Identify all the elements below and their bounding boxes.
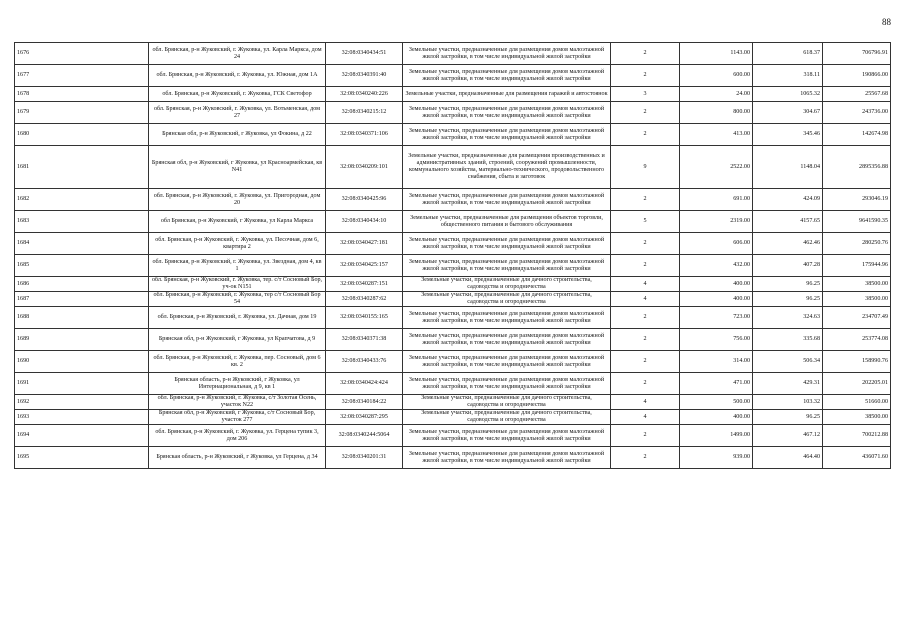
table-row	[15, 425, 891, 447]
area-cell: 2522.00	[680, 146, 753, 189]
row-number-cell: 1686	[15, 277, 149, 292]
table-row	[15, 447, 891, 469]
row-number-cell: 1694	[15, 425, 149, 447]
use-group-cell: 2	[611, 307, 680, 329]
address-cell: Брянская обл, р-н Жуковский, г Жуковка, ул Фокина, д 22	[149, 124, 326, 146]
use-group-cell: 4	[611, 277, 680, 292]
permitted-use-cell: Земельные участки, предназначенные для размещения домов малоэтажной жилой застройки, в том числе индивидуальной жилой застройки	[403, 447, 611, 469]
cadastral-number-cell: 32:08:0340244:5064	[326, 425, 403, 447]
address-cell: обл. Брянская, р-н Жуковский, г. Жуковка, тер. с/т Сосновый Бор, уч-ок N151	[149, 277, 326, 292]
address-cell: Брянская обл, р-н Жуковский, г Жуковка, с/т Сосновый Бор, участок 277	[149, 410, 326, 425]
permitted-use-cell: Земельные участки, предназначенные для размещения объектов торговли, общественного питания и бытового обслуживания	[403, 211, 611, 233]
address-cell: обл. Брянская, р-н Жуковский, г. Жуковка, ул. Герцена тупик 3, дом 206	[149, 425, 326, 447]
table-body	[15, 43, 891, 469]
table-row	[15, 65, 891, 87]
cadastral-value-cell: 38500.00	[823, 410, 891, 425]
address-cell: Брянская область, р-н Жуковский, г Жуковка, ул Герцена, д 34	[149, 447, 326, 469]
use-group-cell: 4	[611, 292, 680, 307]
use-group-cell: 9	[611, 146, 680, 189]
permitted-use-cell: Земельные участки, предназначенные для дачного строительства, садоводства и огородничества	[403, 277, 611, 292]
permitted-use-cell: Земельные участки, предназначенные для размещения гаражей и автостоянок	[403, 87, 611, 102]
address-cell: Брянская обл, р-н Жуковский, г Жуковка, ул Крапчатова, д 9	[149, 329, 326, 351]
row-number-cell: 1693	[15, 410, 149, 425]
cadastral-value-cell: 38500.00	[823, 292, 891, 307]
specific-value-cell: 96.25	[753, 292, 823, 307]
cadastral-value-cell: 25567.68	[823, 87, 891, 102]
table-row	[15, 102, 891, 124]
cadastral-number-cell: 32:08:0340425:157	[326, 255, 403, 277]
cadastral-number-cell: 32:08:0340434:10	[326, 211, 403, 233]
use-group-cell: 2	[611, 189, 680, 211]
cadastral-number-cell: 32:08:0340215:12	[326, 102, 403, 124]
table-row	[15, 307, 891, 329]
cadastral-number-cell: 32:08:0340371:106	[326, 124, 403, 146]
page-number: 88	[882, 17, 891, 27]
use-group-cell: 2	[611, 124, 680, 146]
cadastral-number-cell: 32:08:0340287:62	[326, 292, 403, 307]
table-row	[15, 373, 891, 395]
area-cell: 606.00	[680, 233, 753, 255]
table-row	[15, 351, 891, 373]
table-row	[15, 233, 891, 255]
permitted-use-cell: Земельные участки, предназначенные для размещения домов малоэтажной жилой застройки, в том числе индивидуальной жилой застройки	[403, 307, 611, 329]
table-row	[15, 146, 891, 189]
permitted-use-cell: Земельные участки, предназначенные для размещения домов малоэтажной жилой застройки, в том числе индивидуальной жилой застройки	[403, 373, 611, 395]
area-cell: 939.00	[680, 447, 753, 469]
permitted-use-cell: Земельные участки, предназначенные для размещения производственных и административных зданий, строений, сооружений промышленности, коммунального хозяйства, материально-технического, продовольственного снабжения, сбыта и заготовок	[403, 146, 611, 189]
area-cell: 800.00	[680, 102, 753, 124]
use-group-cell: 2	[611, 233, 680, 255]
permitted-use-cell: Земельные участки, предназначенные для размещения домов малоэтажной жилой застройки, в том числе индивидуальной жилой застройки	[403, 255, 611, 277]
use-group-cell: 4	[611, 395, 680, 410]
area-cell: 400.00	[680, 292, 753, 307]
address-cell: обл. Брянская, р-н Жуковский, г. Жуковка, пер. Сосновый, дом 6 кв. 2	[149, 351, 326, 373]
table-row	[15, 87, 891, 102]
address-cell: Брянская обл, р-н Жуковский, г Жуковка, ул Красноармейская, кв N41	[149, 146, 326, 189]
permitted-use-cell: Земельные участки, предназначенные для размещения домов малоэтажной жилой застройки, в том числе индивидуальной жилой застройки	[403, 351, 611, 373]
row-number-cell: 1681	[15, 146, 149, 189]
permitted-use-cell: Земельные участки, предназначенные для размещения домов малоэтажной жилой застройки, в том числе индивидуальной жилой застройки	[403, 233, 611, 255]
area-cell: 400.00	[680, 410, 753, 425]
table-row	[15, 292, 891, 307]
area-cell: 756.00	[680, 329, 753, 351]
row-number-cell: 1689	[15, 329, 149, 351]
specific-value-cell: 96.25	[753, 410, 823, 425]
row-number-cell: 1687	[15, 292, 149, 307]
row-number-cell: 1677	[15, 65, 149, 87]
area-cell: 413.00	[680, 124, 753, 146]
area-cell: 500.00	[680, 395, 753, 410]
table-row	[15, 329, 891, 351]
area-cell: 314.00	[680, 351, 753, 373]
cadastral-value-cell: 9641590.35	[823, 211, 891, 233]
cadastral-value-cell: 243736.00	[823, 102, 891, 124]
cadastral-number-cell: 32:08:0340209:101	[326, 146, 403, 189]
use-group-cell: 2	[611, 447, 680, 469]
table-row	[15, 43, 891, 65]
permitted-use-cell: Земельные участки, предназначенные для размещения домов малоэтажной жилой застройки, в том числе индивидуальной жилой застройки	[403, 65, 611, 87]
area-cell: 2319.00	[680, 211, 753, 233]
cadastral-value-cell: 190866.00	[823, 65, 891, 87]
specific-value-cell: 4157.65	[753, 211, 823, 233]
cadastral-value-cell: 2895356.88	[823, 146, 891, 189]
area-cell: 471.00	[680, 373, 753, 395]
cadastral-value-cell: 253774.08	[823, 329, 891, 351]
permitted-use-cell: Земельные участки, предназначенные для дачного строительства, садоводства и огородничества	[403, 292, 611, 307]
row-number-cell: 1683	[15, 211, 149, 233]
specific-value-cell: 464.40	[753, 447, 823, 469]
specific-value-cell: 96.25	[753, 277, 823, 292]
address-cell: обл. Брянская, р-н Жуковский, г. Жуковка, ул. Дачная, дом 19	[149, 307, 326, 329]
cadastral-number-cell: 32:08:0340287:295	[326, 410, 403, 425]
use-group-cell: 2	[611, 425, 680, 447]
address-cell: обл. Брянская, р-н Жуковский, г. Жуковка, ул. Южная, дом 1А	[149, 65, 326, 87]
cadastral-value-cell: 700212.88	[823, 425, 891, 447]
cadastral-value-cell: 706796.91	[823, 43, 891, 65]
cadastral-value-cell: 234707.49	[823, 307, 891, 329]
row-number-cell: 1679	[15, 102, 149, 124]
specific-value-cell: 429.31	[753, 373, 823, 395]
area-cell: 600.00	[680, 65, 753, 87]
specific-value-cell: 506.34	[753, 351, 823, 373]
row-number-cell: 1682	[15, 189, 149, 211]
cadastral-number-cell: 32:08:0340427:181	[326, 233, 403, 255]
area-cell: 723.00	[680, 307, 753, 329]
address-cell: обл. Брянская, р-н Жуковский, г. Жуковка, ул. Вотьменская, дом 27	[149, 102, 326, 124]
address-cell: обл. Брянская, р-н Жуковский, г. Жуковка, ул. Звездная, дом 4, кв 1	[149, 255, 326, 277]
specific-value-cell: 462.46	[753, 233, 823, 255]
specific-value-cell: 467.12	[753, 425, 823, 447]
cadastral-number-cell: 32:08:0340434:51	[326, 43, 403, 65]
specific-value-cell: 318.11	[753, 65, 823, 87]
row-number-cell: 1692	[15, 395, 149, 410]
cadastral-value-cell: 280250.76	[823, 233, 891, 255]
address-cell: обл. Брянская, р-н Жуковский, г. Жуковка, тер с/т Сосновый Бор 54	[149, 292, 326, 307]
table-row	[15, 189, 891, 211]
row-number-cell: 1690	[15, 351, 149, 373]
specific-value-cell: 1065.32	[753, 87, 823, 102]
use-group-cell: 2	[611, 329, 680, 351]
area-cell: 1499.00	[680, 425, 753, 447]
row-number-cell: 1688	[15, 307, 149, 329]
use-group-cell: 4	[611, 410, 680, 425]
table-row	[15, 395, 891, 410]
permitted-use-cell: Земельные участки, предназначенные для размещения домов малоэтажной жилой застройки, в том числе индивидуальной жилой застройки	[403, 425, 611, 447]
cadastral-number-cell: 32:08:0340371:38	[326, 329, 403, 351]
use-group-cell: 2	[611, 43, 680, 65]
permitted-use-cell: Земельные участки, предназначенные для размещения домов малоэтажной жилой застройки, в том числе индивидуальной жилой застройки	[403, 329, 611, 351]
row-number-cell: 1691	[15, 373, 149, 395]
table-row	[15, 410, 891, 425]
cadastral-number-cell: 32:08:0340240:226	[326, 87, 403, 102]
use-group-cell: 2	[611, 102, 680, 124]
cadastral-value-cell: 38500.00	[823, 277, 891, 292]
cadastral-number-cell: 32:08:0340424:424	[326, 373, 403, 395]
table-row	[15, 211, 891, 233]
use-group-cell: 2	[611, 373, 680, 395]
cadastral-number-cell: 32:08:0340433:76	[326, 351, 403, 373]
cadastral-value-cell: 158990.76	[823, 351, 891, 373]
row-number-cell: 1684	[15, 233, 149, 255]
land-registry-table	[14, 42, 891, 469]
cadastral-number-cell: 32:08:0340287:151	[326, 277, 403, 292]
cadastral-value-cell: 175944.96	[823, 255, 891, 277]
area-cell: 400.00	[680, 277, 753, 292]
row-number-cell: 1680	[15, 124, 149, 146]
specific-value-cell: 304.67	[753, 102, 823, 124]
permitted-use-cell: Земельные участки, предназначенные для размещения домов малоэтажной жилой застройки, в том числе индивидуальной жилой застройки	[403, 189, 611, 211]
use-group-cell: 2	[611, 65, 680, 87]
row-number-cell: 1678	[15, 87, 149, 102]
area-cell: 1143.00	[680, 43, 753, 65]
use-group-cell: 2	[611, 255, 680, 277]
area-cell: 691.00	[680, 189, 753, 211]
permitted-use-cell: Земельные участки, предназначенные для дачного строительства, садоводства и огородничества	[403, 410, 611, 425]
cadastral-number-cell: 32:08:0340184:22	[326, 395, 403, 410]
address-cell: Брянская область, р-н Жуковский, г Жуковка, ул Интернациональная, д 9, кв 1	[149, 373, 326, 395]
row-number-cell: 1685	[15, 255, 149, 277]
address-cell: обл. Брянская, р-н Жуковский, г. Жуковка, ул. Пригородная, дом 20	[149, 189, 326, 211]
use-group-cell: 2	[611, 351, 680, 373]
specific-value-cell: 618.37	[753, 43, 823, 65]
cadastral-value-cell: 436071.60	[823, 447, 891, 469]
area-cell: 432.00	[680, 255, 753, 277]
address-cell: обл. Брянская, р-н Жуковский, г. Жуковка, с/т Золотая Осень, участок N22	[149, 395, 326, 410]
specific-value-cell: 1148.04	[753, 146, 823, 189]
address-cell: обл Брянская, р-н Жуковский, г Жуковка, ул Карла Маркса	[149, 211, 326, 233]
specific-value-cell: 424.09	[753, 189, 823, 211]
row-number-cell: 1676	[15, 43, 149, 65]
area-cell: 24.00	[680, 87, 753, 102]
specific-value-cell: 324.63	[753, 307, 823, 329]
table-row	[15, 277, 891, 292]
specific-value-cell: 407.28	[753, 255, 823, 277]
address-cell: обл. Брянская, р-н Жуковский, г. Жуковка, ул. Песочная, дом 6, квартира 2	[149, 233, 326, 255]
specific-value-cell: 345.46	[753, 124, 823, 146]
table-row	[15, 124, 891, 146]
use-group-cell: 3	[611, 87, 680, 102]
address-cell: обл. Брянская, р-н Жуковский, г. Жуковка, ул. Карла Маркса, дом 24	[149, 43, 326, 65]
permitted-use-cell: Земельные участки, предназначенные для размещения домов малоэтажной жилой застройки, в том числе индивидуальной жилой застройки	[403, 43, 611, 65]
cadastral-value-cell: 51660.00	[823, 395, 891, 410]
address-cell: обл. Брянская, р-н Жуковский, г. Жуковка, ГСК Светофор	[149, 87, 326, 102]
row-number-cell: 1695	[15, 447, 149, 469]
table-row	[15, 255, 891, 277]
specific-value-cell: 335.68	[753, 329, 823, 351]
cadastral-value-cell: 293046.19	[823, 189, 891, 211]
use-group-cell: 5	[611, 211, 680, 233]
cadastral-value-cell: 142674.98	[823, 124, 891, 146]
permitted-use-cell: Земельные участки, предназначенные для размещения домов малоэтажной жилой застройки, в том числе индивидуальной жилой застройки	[403, 102, 611, 124]
permitted-use-cell: Земельные участки, предназначенные для размещения домов малоэтажной жилой застройки, в том числе индивидуальной жилой застройки	[403, 124, 611, 146]
cadastral-number-cell: 32:08:0340155:165	[326, 307, 403, 329]
specific-value-cell: 103.32	[753, 395, 823, 410]
cadastral-value-cell: 202205.01	[823, 373, 891, 395]
cadastral-number-cell: 32:08:0340201:31	[326, 447, 403, 469]
cadastral-number-cell: 32:08:0340391:40	[326, 65, 403, 87]
permitted-use-cell: Земельные участки, предназначенные для дачного строительства, садоводства и огородничества	[403, 395, 611, 410]
cadastral-number-cell: 32:08:0340425:96	[326, 189, 403, 211]
